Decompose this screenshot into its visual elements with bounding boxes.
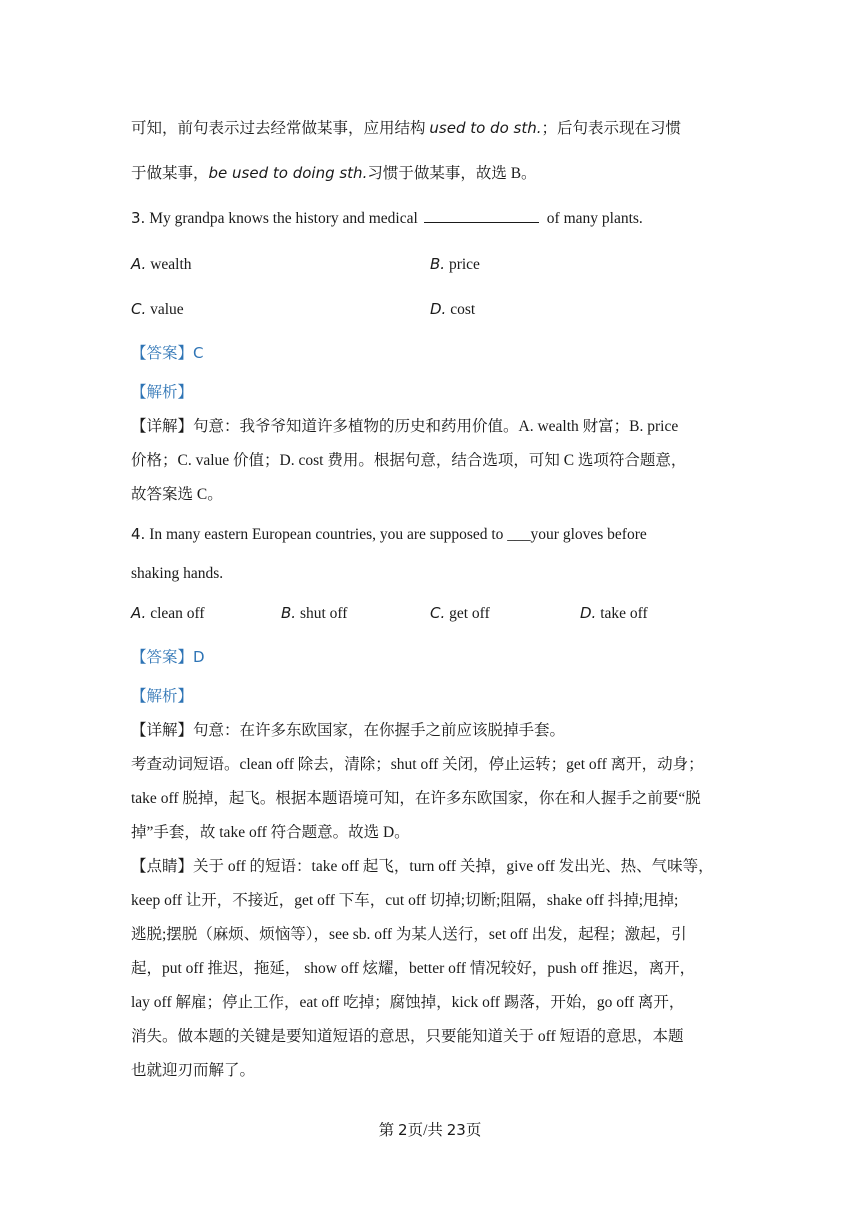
option-letter: D. [580, 604, 597, 622]
option-letter: B. [281, 604, 297, 622]
tip-line: 起，put off 推迟，拖延， show off 炫耀，better off 情况较好，push off 推迟，离开， [131, 960, 696, 977]
question-number: 4. [131, 525, 146, 543]
detail-line: 【详解】句意：我爷爷知道许多植物的历史和药用价值。A. wealth 财富；B. price [131, 418, 679, 435]
option-text: wealth [150, 256, 192, 273]
option-a [131, 254, 192, 275]
option-letter: A. [131, 604, 147, 622]
analysis-label: 【解析】 [131, 384, 194, 401]
question-text: My grandpa knows the history and medical [149, 210, 418, 227]
question-number: 3. [131, 209, 146, 227]
question-3-stem [131, 208, 643, 229]
detail-line: 价格；C. value 价值；D. cost 费用。根据句意，结合选项，可知 C 选项符合题意， [131, 452, 687, 469]
tip-line: lay off 解雇；停止工作，eat off 吃掉；腐蚀掉，kick off 踢落，开始，go off 离开， [131, 994, 685, 1011]
option-letter: C. [131, 300, 147, 318]
option-text: price [448, 256, 480, 273]
option-c [131, 299, 184, 320]
answer-value: C [193, 344, 204, 362]
structure-phrase: be used to doing sth. [208, 164, 368, 182]
option-b [281, 603, 347, 624]
answer-value: D [193, 648, 205, 666]
option-text: get off [449, 605, 490, 622]
answer-label: 【答案】 [131, 345, 194, 362]
question-text: In many eastern European countries, you are supposed to ___your gloves before [149, 526, 647, 543]
total-pages: 23 [446, 1121, 466, 1139]
option-letter: C. [430, 604, 446, 622]
tip-line: 逃脱;摆脱（麻烦、烦恼等），see sb. off 为某人送行，set off 出发，起程；激起，引 [131, 926, 687, 943]
option-d [580, 603, 648, 624]
intro-text: ；后句表示现在习惯 [541, 120, 682, 137]
detail-line: 考查动词短语。clean off 除去，清除；shut off 关闭，停止运转；get off 离开，动身； [131, 756, 704, 773]
answer-line [131, 343, 204, 364]
intro-text: 习惯于做某事，故选 B。 [367, 165, 537, 182]
intro-text: 可知，前句表示过去经常做某事，应用结构 [131, 120, 430, 137]
answer-label: 【答案】 [131, 649, 194, 666]
question-text: of many plants. [546, 210, 643, 227]
detail-line: 故答案选 C。 [131, 486, 223, 503]
option-b [430, 254, 480, 275]
footer-text: 第 [378, 1122, 399, 1139]
option-d [430, 299, 475, 320]
option-c [430, 603, 490, 624]
option-letter: D. [430, 300, 447, 318]
question-4-stem [131, 524, 647, 545]
option-letter: A. [131, 255, 147, 273]
detail-line: 【详解】句意：在许多东欧国家，在你握手之前应该脱掉手套。 [131, 722, 566, 739]
option-text: shut off [299, 605, 348, 622]
intro-line-1 [131, 118, 681, 139]
structure-phrase: used to do sth. [429, 119, 542, 137]
option-a [131, 603, 205, 624]
option-text: value [150, 301, 184, 318]
tip-line: 也就迎刃而解了。 [131, 1062, 256, 1079]
answer-line [131, 647, 205, 668]
page-footer [0, 1118, 860, 1140]
option-text: take off [600, 605, 648, 622]
tip-line: 消失。做本题的关键是要知道短语的意思，只要能知道关于 off 短语的意思，本题 [131, 1028, 684, 1045]
option-text: clean off [150, 605, 205, 622]
footer-text: 页/共 [407, 1122, 447, 1139]
tip-line: keep off 让开，不接近，get off 下车，cut off 切掉;切断;阻隔，shake off 抖掉;甩掉; [131, 892, 679, 909]
option-text: cost [450, 301, 476, 318]
tip-line: 【点睛】关于 off 的短语：take off 起飞，turn off 关掉，give off 发出光、热、气味等， [131, 858, 714, 875]
footer-text: 页 [465, 1122, 482, 1139]
detail-line: 掉”手套，故 take off 符合题意。故选 D。 [131, 824, 410, 841]
detail-line: take off 脱掉，起飞。根据本题语境可知，在许多东欧国家，你在和人握手之前要“脱 [131, 790, 701, 807]
answer-blank [424, 208, 539, 223]
intro-line-2 [131, 163, 537, 184]
option-letter: B. [430, 255, 446, 273]
analysis-label: 【解析】 [131, 688, 194, 705]
intro-text: 于做某事， [131, 165, 209, 182]
question-4-stem-cont: shaking hands. [131, 565, 224, 582]
page-number: 2 [398, 1121, 408, 1139]
